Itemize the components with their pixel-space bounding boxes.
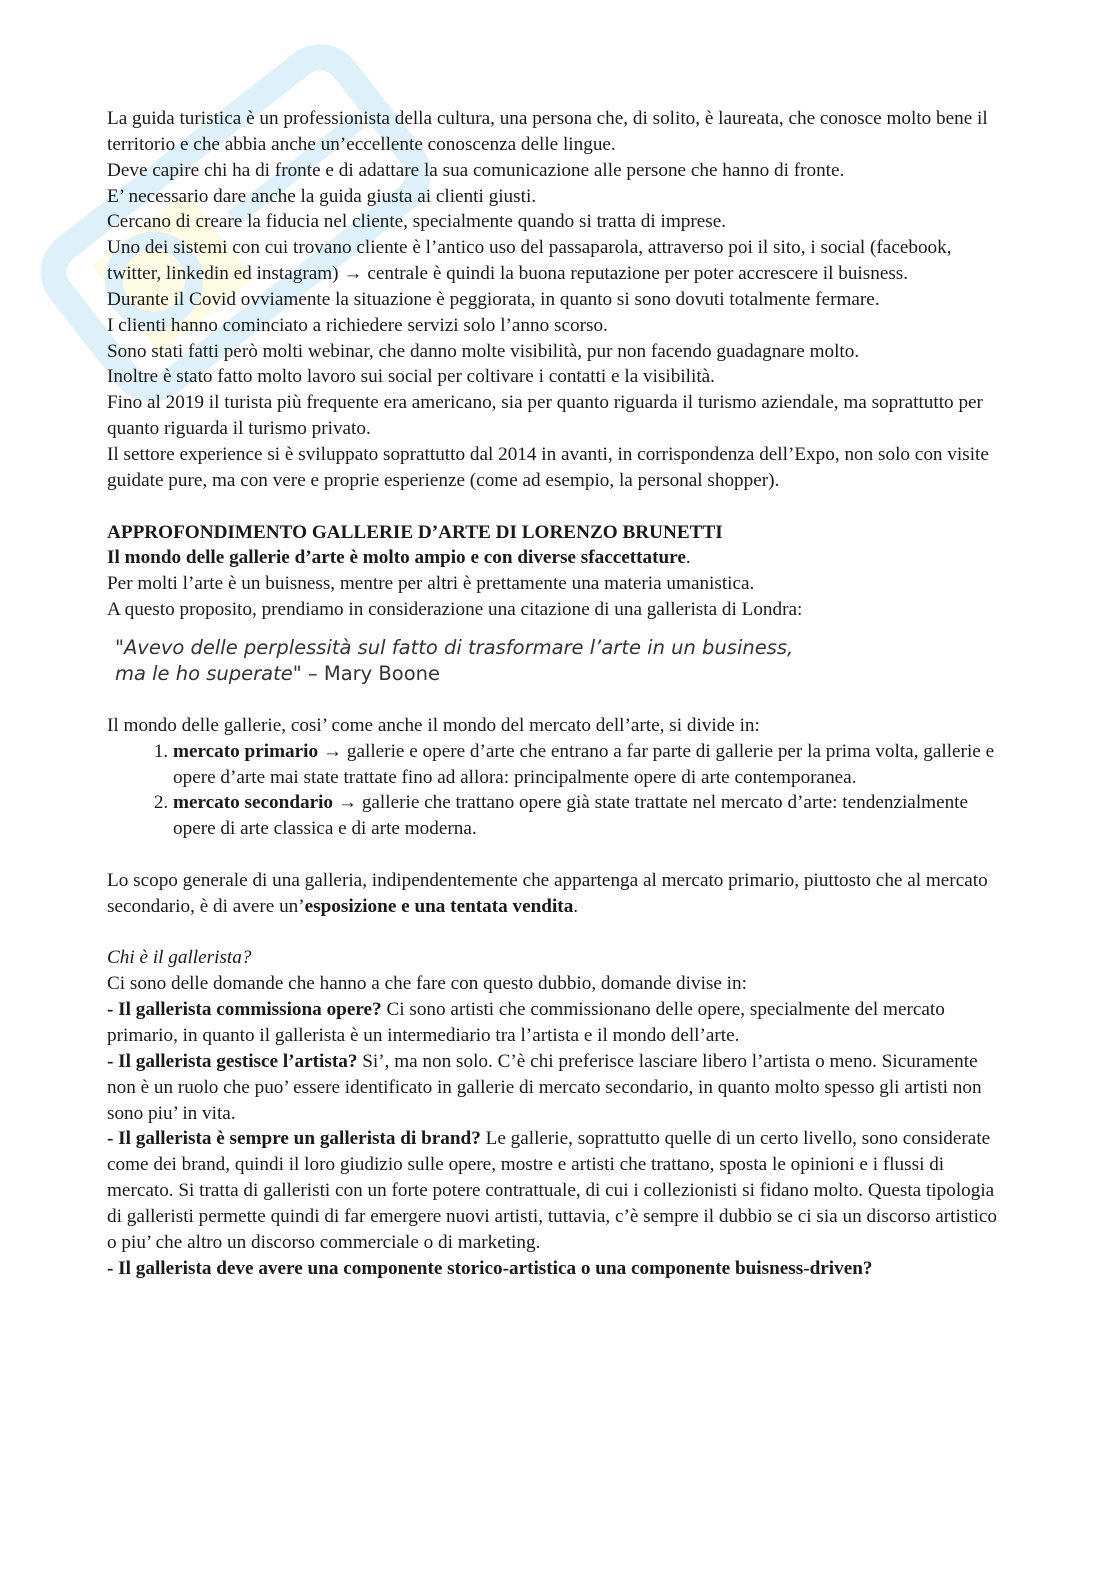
subheading: Chi è il gallerista?: [107, 947, 252, 969]
paragraph: A questo proposito, prendiamo in considerazione una citazione di una gallerista di Londra:: [107, 599, 803, 621]
paragraph: Uno dei sistemi con cui trovano cliente è l’antico uso del passaparola, attraverso poi il sito, i social (facebook, twitter, linkedin ed instagram) → centrale è quindi la buona reputazione per poter accrescere il buisness.: [107, 237, 952, 285]
question: - Il gallerista è sempre un gallerista di brand?: [107, 1128, 481, 1150]
paragraph: Per molti l’arte è un buisness, mentre per altri è prettamente una materia umanistica.: [107, 573, 755, 595]
paragraph: Durante il Covid ovviamente la situazione è peggiorata, in quanto si sono dovuti totalmente fermare.: [107, 288, 880, 310]
list-term: mercato secondario: [173, 792, 334, 814]
quote-image: [115, 635, 1007, 713]
answer: Le gallerie, soprattutto quelle di un certo livello, sono considerate come dei brand, quindi il loro giudizio sulle opere, mostre e artisti che trattano, sposta le opinioni e i flussi di mercato. Si tratta di galleristi con un forte potere contrattuale, di cui i collezionisti si fidano molto. Questa tipologia di galleristi permette quindi di far emergere nuovi artisti, tuttavia, c’è sempre il dubbio se ci sia un discorso artistico o piu’ che altro un discorso commerciale o di marketing.: [107, 1128, 998, 1253]
question: - Il gallerista gestisce l’artista?: [107, 1050, 358, 1072]
paragraph: Ci sono delle domande che hanno a che fare con questo dubbio, domande divise in:: [107, 973, 747, 995]
paragraph: E’ necessario dare anche la guida giusta ai clienti giusti.: [107, 185, 537, 207]
question: - Il gallerista commissiona opere?: [107, 999, 382, 1021]
paragraph: Cercano di creare la fiducia nel cliente, specialmente quando si tratta di imprese.: [107, 211, 727, 233]
lead-bold: Il mondo delle gallerie d’arte è molto ampio e con diverse sfaccettature: [107, 547, 686, 569]
list-term: mercato primario: [173, 740, 319, 762]
question-item: [107, 997, 1007, 1049]
quote-line: "Avevo delle perplessità sul fatto di trasformare l’arte in un business,: [115, 635, 794, 659]
question-item: [107, 1126, 1007, 1255]
answer: Si’, ma non solo. C’è chi preferisce lasciare libero l’artista o meno. Sicuramente non è un ruolo che puo’ essere identificato in gallerie di mercato secondario, in quanto molto spesso gli artisti non sono piu’ in vita.: [107, 1050, 982, 1124]
list-item: 2. mercato secondario → gallerie che trattano opere già state trattate nel mercato d’arte: tendenzialmente opere di arte classica e di arte moderna.: [173, 790, 1007, 842]
intro-section: [107, 106, 1007, 494]
paragraph: Il mondo delle gallerie, cosi’ come anche il mondo del mercato dell’arte, si divide in:: [107, 714, 760, 736]
list-item: 1. mercato primario → gallerie e opere d’arte che entrano a far parte di gallerie per la prima volta, gallerie e opere d’arte mai state trattate fino ad allora: principalmente opere di arte contemporanea.: [173, 739, 1007, 791]
scope-bold: esposizione e una tentata vendita: [304, 895, 574, 917]
document-body: [107, 106, 1007, 1281]
paragraph: Lo scopo generale di una galleria, indipendentemente che appartenga al mercato primario, piuttosto che al mercato secondario, è di avere un’esposizione e una tentata vendita.: [107, 869, 988, 917]
paragraph: Inoltre è stato fatto molto lavoro sui social per coltivare i contatti e la visibilità.: [107, 366, 715, 388]
market-list: [107, 739, 1007, 842]
question-item: [107, 1256, 1007, 1282]
section-title: APPROFONDIMENTO GALLERIE D’ARTE DI LORENZO BRUNETTI: [107, 521, 723, 543]
question-item: [107, 1049, 1007, 1127]
answer: Ci sono artisti che commissionano delle opere, specialmente del mercato primario, in quanto il gallerista è un intermediario tra l’artista e il mondo dell’arte.: [107, 999, 945, 1046]
paragraph: Deve capire chi ha di fronte e di adattare la sua comunicazione alle persone che hanno di fronte.: [107, 159, 845, 181]
paragraph: I clienti hanno cominciato a richiedere servizi solo l’anno scorso.: [107, 314, 608, 336]
lead-paragraph: Il mondo delle gallerie d’arte è molto ampio e con diverse sfaccettature.: [107, 547, 691, 569]
quote-line: ma le ho superate" – Mary Boone: [115, 661, 440, 685]
question: - Il gallerista deve avere una componente storico-artistica o una componente buisness-driven?: [107, 1257, 873, 1279]
paragraph: Sono stati fatti però molti webinar, che danno molte visibilità, pur non facendo guadagnare molto.: [107, 340, 860, 362]
paragraph: Il settore experience si è sviluppato soprattutto dal 2014 in avanti, in corrispondenza dell’Expo, non solo con visite guidate pure, ma con vere e proprie esperienze (come ad esempio, la personal shopper).: [107, 443, 989, 491]
quote-author: – Mary Boone: [301, 661, 440, 685]
paragraph: La guida turistica è un professionista della cultura, una persona che, di solito, è laureata, che conosce molto bene il territorio e che abbia anche un’eccellente conoscenza delle lingue.: [107, 108, 988, 155]
paragraph: Fino al 2019 il turista più frequente era americano, sia per quanto riguarda il turismo aziendale, ma soprattutto per quanto riguarda il turismo privato.: [107, 392, 983, 440]
